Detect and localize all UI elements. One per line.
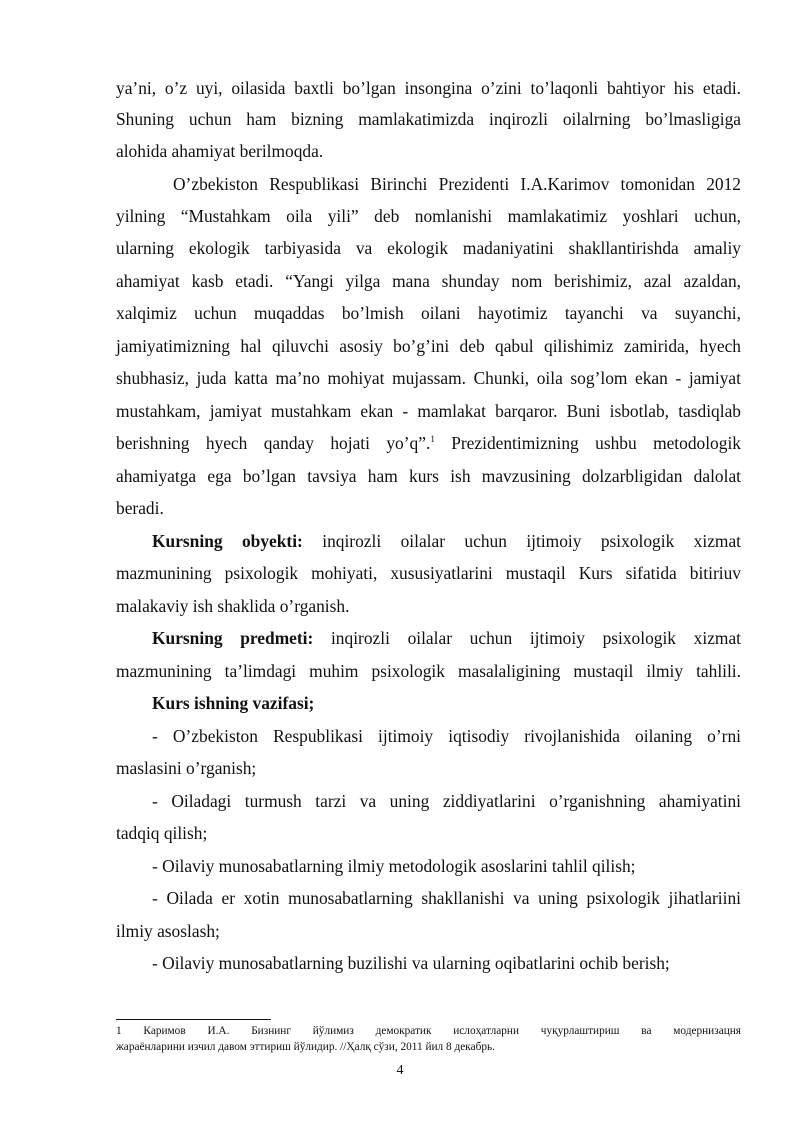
paragraph-line (116, 432, 741, 454)
page-number: 4 (396, 1063, 404, 1078)
subject-label: Kursning predmeti: (152, 628, 314, 648)
task-item: - Oiladagi turmush tarzi va uning ziddiyatlarini o’rganishning ahamiyatini (152, 791, 741, 811)
subject-line (152, 627, 741, 649)
paragraph-line: beradi. (116, 498, 164, 518)
object-label: Kursning obyekti: (152, 531, 303, 551)
footnote-ref: 1 (430, 434, 435, 444)
tasks-heading (152, 692, 741, 714)
quote-end: berishning hyech qanday hojati yo’q”. (116, 433, 431, 453)
paragraph-line: ahamiyatga ega bo’lgan tavsiya ham kurs ish mavzusining dolzarbligidan dalolat (116, 466, 741, 486)
footnote-line: 1 Каримов И.А. Бизнинг йўлимиз демократик ислоҳатларни чуқурлаштириш ва модернизацня (116, 1025, 741, 1037)
paragraph-line: ahamiyat kasb etadi. “Yangi yilga mana shunday nom berishimiz, azal azaldan, (116, 271, 741, 291)
quote-continuation: Prezidentimizning ushbu metodologik (451, 433, 741, 453)
task-item: - Oilada er xotin munosabatlarning shakllanishi va uning psixologik jihatlariini (152, 888, 741, 908)
tasks-heading-text: Kurs ishning vazifasi; (152, 693, 315, 713)
object-line (152, 530, 741, 552)
paragraph-line: Shuning uchun ham bizning mamlakatimizda inqirozli oilalrning bo’lmasligiga (116, 109, 741, 129)
paragraph-line: alohida ahamiyat berilmoqda. (116, 141, 324, 161)
paragraph-line: mustahkam, jamiyat mustahkam ekan - mamlakat barqaror. Buni isbotlab, tasdiqlab (116, 401, 741, 421)
paragraph-line: mazmunining psixologik mohiyati, xususiyatlarini mustaqil Kurs sifatida bitiriuv (116, 563, 741, 583)
paragraph-line: ilmiy asoslash; (116, 921, 220, 941)
subject-text: inqirozli oilalar uchun ijtimoiy psixologik xizmat (313, 628, 741, 648)
paragraph-line: tadqiq qilish; (116, 823, 208, 843)
paragraph-line: ya’ni, o’z uyi, oilasida baxtli bo’lgan insongina o’zini to’laqonli bahtiyor his etadi. (116, 78, 741, 98)
paragraph-line: ularning ekologik tarbiyasida va ekologik madaniyatini shakllantirishda amaliy (116, 238, 741, 258)
paragraph-line: O’zbekiston Respublikasi Birinchi Prezidenti I.A.Karimov tomonidan 2012 (173, 174, 741, 194)
paragraph-line: yilning “Mustahkam oila yili” deb nomlanishi mamlakatimiz yoshlari uchun, (116, 206, 741, 226)
paragraph-line: xalqimiz uchun muqaddas bo’lmish oilani hayotimiz tayanchi va suyanchi, (116, 303, 741, 323)
paragraph-line: jamiyatimizning hal qiluvchi asosiy bo’g’ini deb qabul qilishimiz zamirida, hyech (116, 336, 741, 356)
task-item: - Oilaviy munosabatlarning buzilishi va ularning oqibatlarini ochib berish; (152, 953, 670, 973)
paragraph-line: shubhasiz, juda katta ma’no mohiyat mujassam. Chunki, oila sog’lom ekan - jamiyat (116, 368, 741, 388)
task-item: - Oilaviy munosabatlarning ilmiy metodologik asoslarini tahlil qilish; (152, 856, 636, 876)
paragraph-line: maslasini o’rganish; (116, 758, 257, 778)
task-item: - O’zbekiston Respublikasi ijtimoiy iqtisodiy rivojlanishida oilaning o’rni (152, 726, 741, 746)
footnote-line: жараёнларини изчил давом эттириш йўлидир. //Ҳалқ сўзи, 2011 йил 8 декабрь. (116, 1041, 495, 1053)
footnote-separator (116, 1019, 271, 1020)
object-text: inqirozli oilalar uchun ijtimoiy psixologik xizmat (302, 531, 741, 551)
paragraph-line: mazmunining ta’limdagi muhim psixologik masalaligining mustaqil ilmiy tahlili. (116, 661, 741, 681)
paragraph-line: malakaviy ish shaklida o’rganish. (116, 596, 350, 616)
